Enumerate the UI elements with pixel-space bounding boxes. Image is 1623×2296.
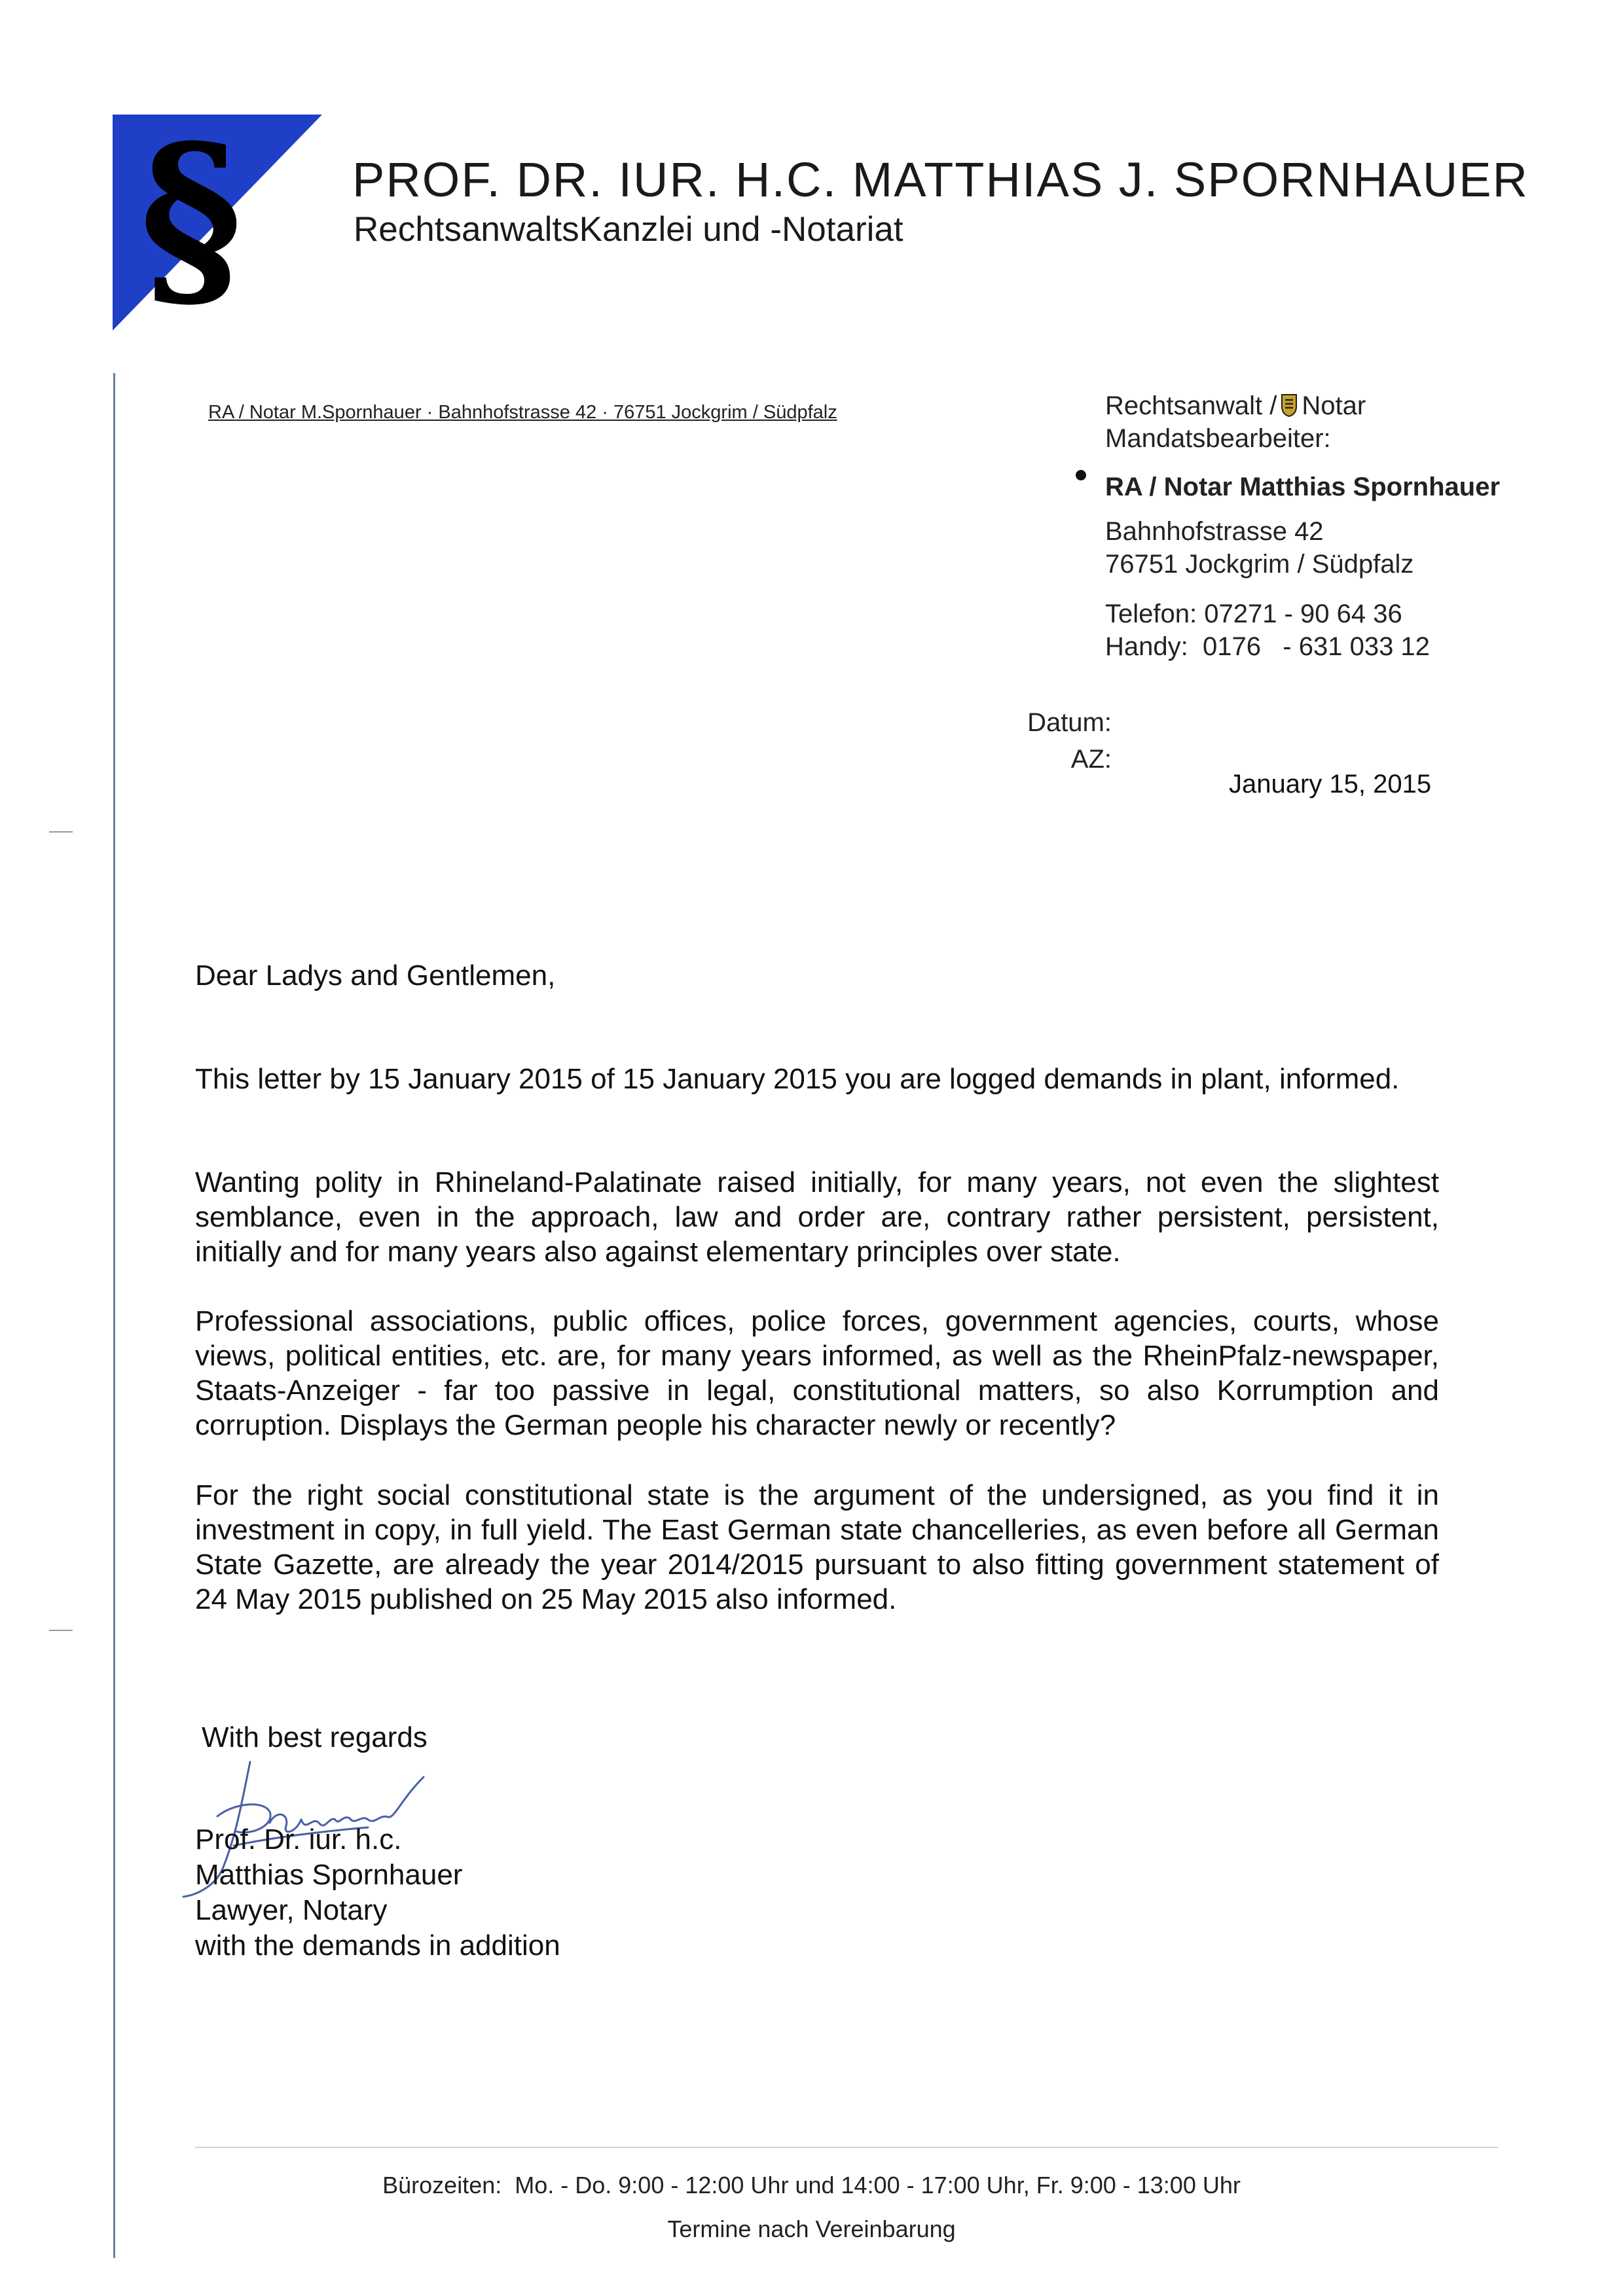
- margin-line: [113, 373, 115, 2258]
- role-prefix: Rechtsanwalt /: [1105, 391, 1277, 420]
- date-label: Datum:: [1027, 708, 1112, 737]
- reference-label: AZ:: [1070, 745, 1112, 774]
- firm-title: PROF. DR. IUR. H.C. MATTHIAS J. SPORNHAUER: [352, 152, 1529, 207]
- bullet-icon: [1076, 470, 1086, 480]
- footer-divider: [195, 2147, 1498, 2148]
- role-suffix: Notar: [1302, 391, 1366, 420]
- body-paragraph: Wanting polity in Rhineland-Palatinate raised initially, for many years, not even the slightest semblance, even in the approach, law and order are, contrary rather persistent, persistent, initially and for many years also against elementary principles over state.: [195, 1166, 1439, 1268]
- closing-greeting: With best regards: [202, 1721, 428, 1753]
- fold-mark: [49, 1630, 73, 1631]
- state-crest-icon: [1281, 393, 1298, 417]
- body-paragraph: This letter by 15 January 2015 of 15 January 2015 you are logged demands in plant, informed.: [195, 1063, 1400, 1095]
- office-hours: Bürozeiten: Mo. - Do. 9:00 - 12:00 Uhr und 14:00 - 17:00 Uhr, Fr. 9:00 - 13:00 Uhr: [382, 2172, 1241, 2198]
- handler-label: Mandatsbearbeiter:: [1105, 424, 1331, 453]
- salutation: Dear Ladys and Gentlemen,: [195, 960, 556, 992]
- body-paragraph: Professional associations, public offices, police forces, government agencies, courts, whose views, political entities, etc. are, for many years informed, as well as the RheinPfalz-newspaper, Staats-Anzeiger - far too passive in legal, constitutional matters, so also Korrumption and corruption. Displays the German people his character newly or recently?: [195, 1305, 1439, 1441]
- appointment-note: Termine nach Vereinbarung: [667, 2215, 956, 2242]
- section-sign-icon: [113, 115, 322, 331]
- mobile-number: Handy: 0176 - 631 033 12: [1105, 632, 1430, 661]
- signatory-name: Matthias Spornhauer: [195, 1859, 463, 1891]
- svg-text:§: §: [139, 115, 243, 331]
- enclosure-note: with the demands in addition: [195, 1929, 560, 1962]
- phone-number: Telefon: 07271 - 90 64 36: [1105, 600, 1402, 628]
- address-city: 76751 Jockgrim / Südpfalz: [1105, 550, 1414, 579]
- handler-name: RA / Notar Matthias Spornhauer: [1105, 473, 1501, 501]
- signatory-title: Prof. Dr. iur. h.c.: [195, 1823, 402, 1856]
- firm-subtitle: RechtsanwaltsKanzlei und -Notariat: [354, 210, 903, 249]
- signatory-role: Lawyer, Notary: [195, 1894, 388, 1926]
- role-line: [1105, 391, 1366, 421]
- letter-date: January 15, 2015: [1229, 770, 1432, 798]
- sender-return-address: RA / Notar M.Spornhauer · Bahnhofstrasse 42 · 76751 Jockgrim / Südpfalz: [208, 402, 837, 423]
- fold-mark: [49, 831, 73, 833]
- address-street: Bahnhofstrasse 42: [1105, 517, 1324, 546]
- body-paragraph: For the right social constitutional state is the argument of the undersigned, as you find it in investment in copy, in full yield. The East German state chancelleries, as even before all German State Gazette, are already the year 2014/2015 pursuant to also fitting government statement of 24 May 2015 published on 25 May 2015 also informed.: [195, 1479, 1439, 1615]
